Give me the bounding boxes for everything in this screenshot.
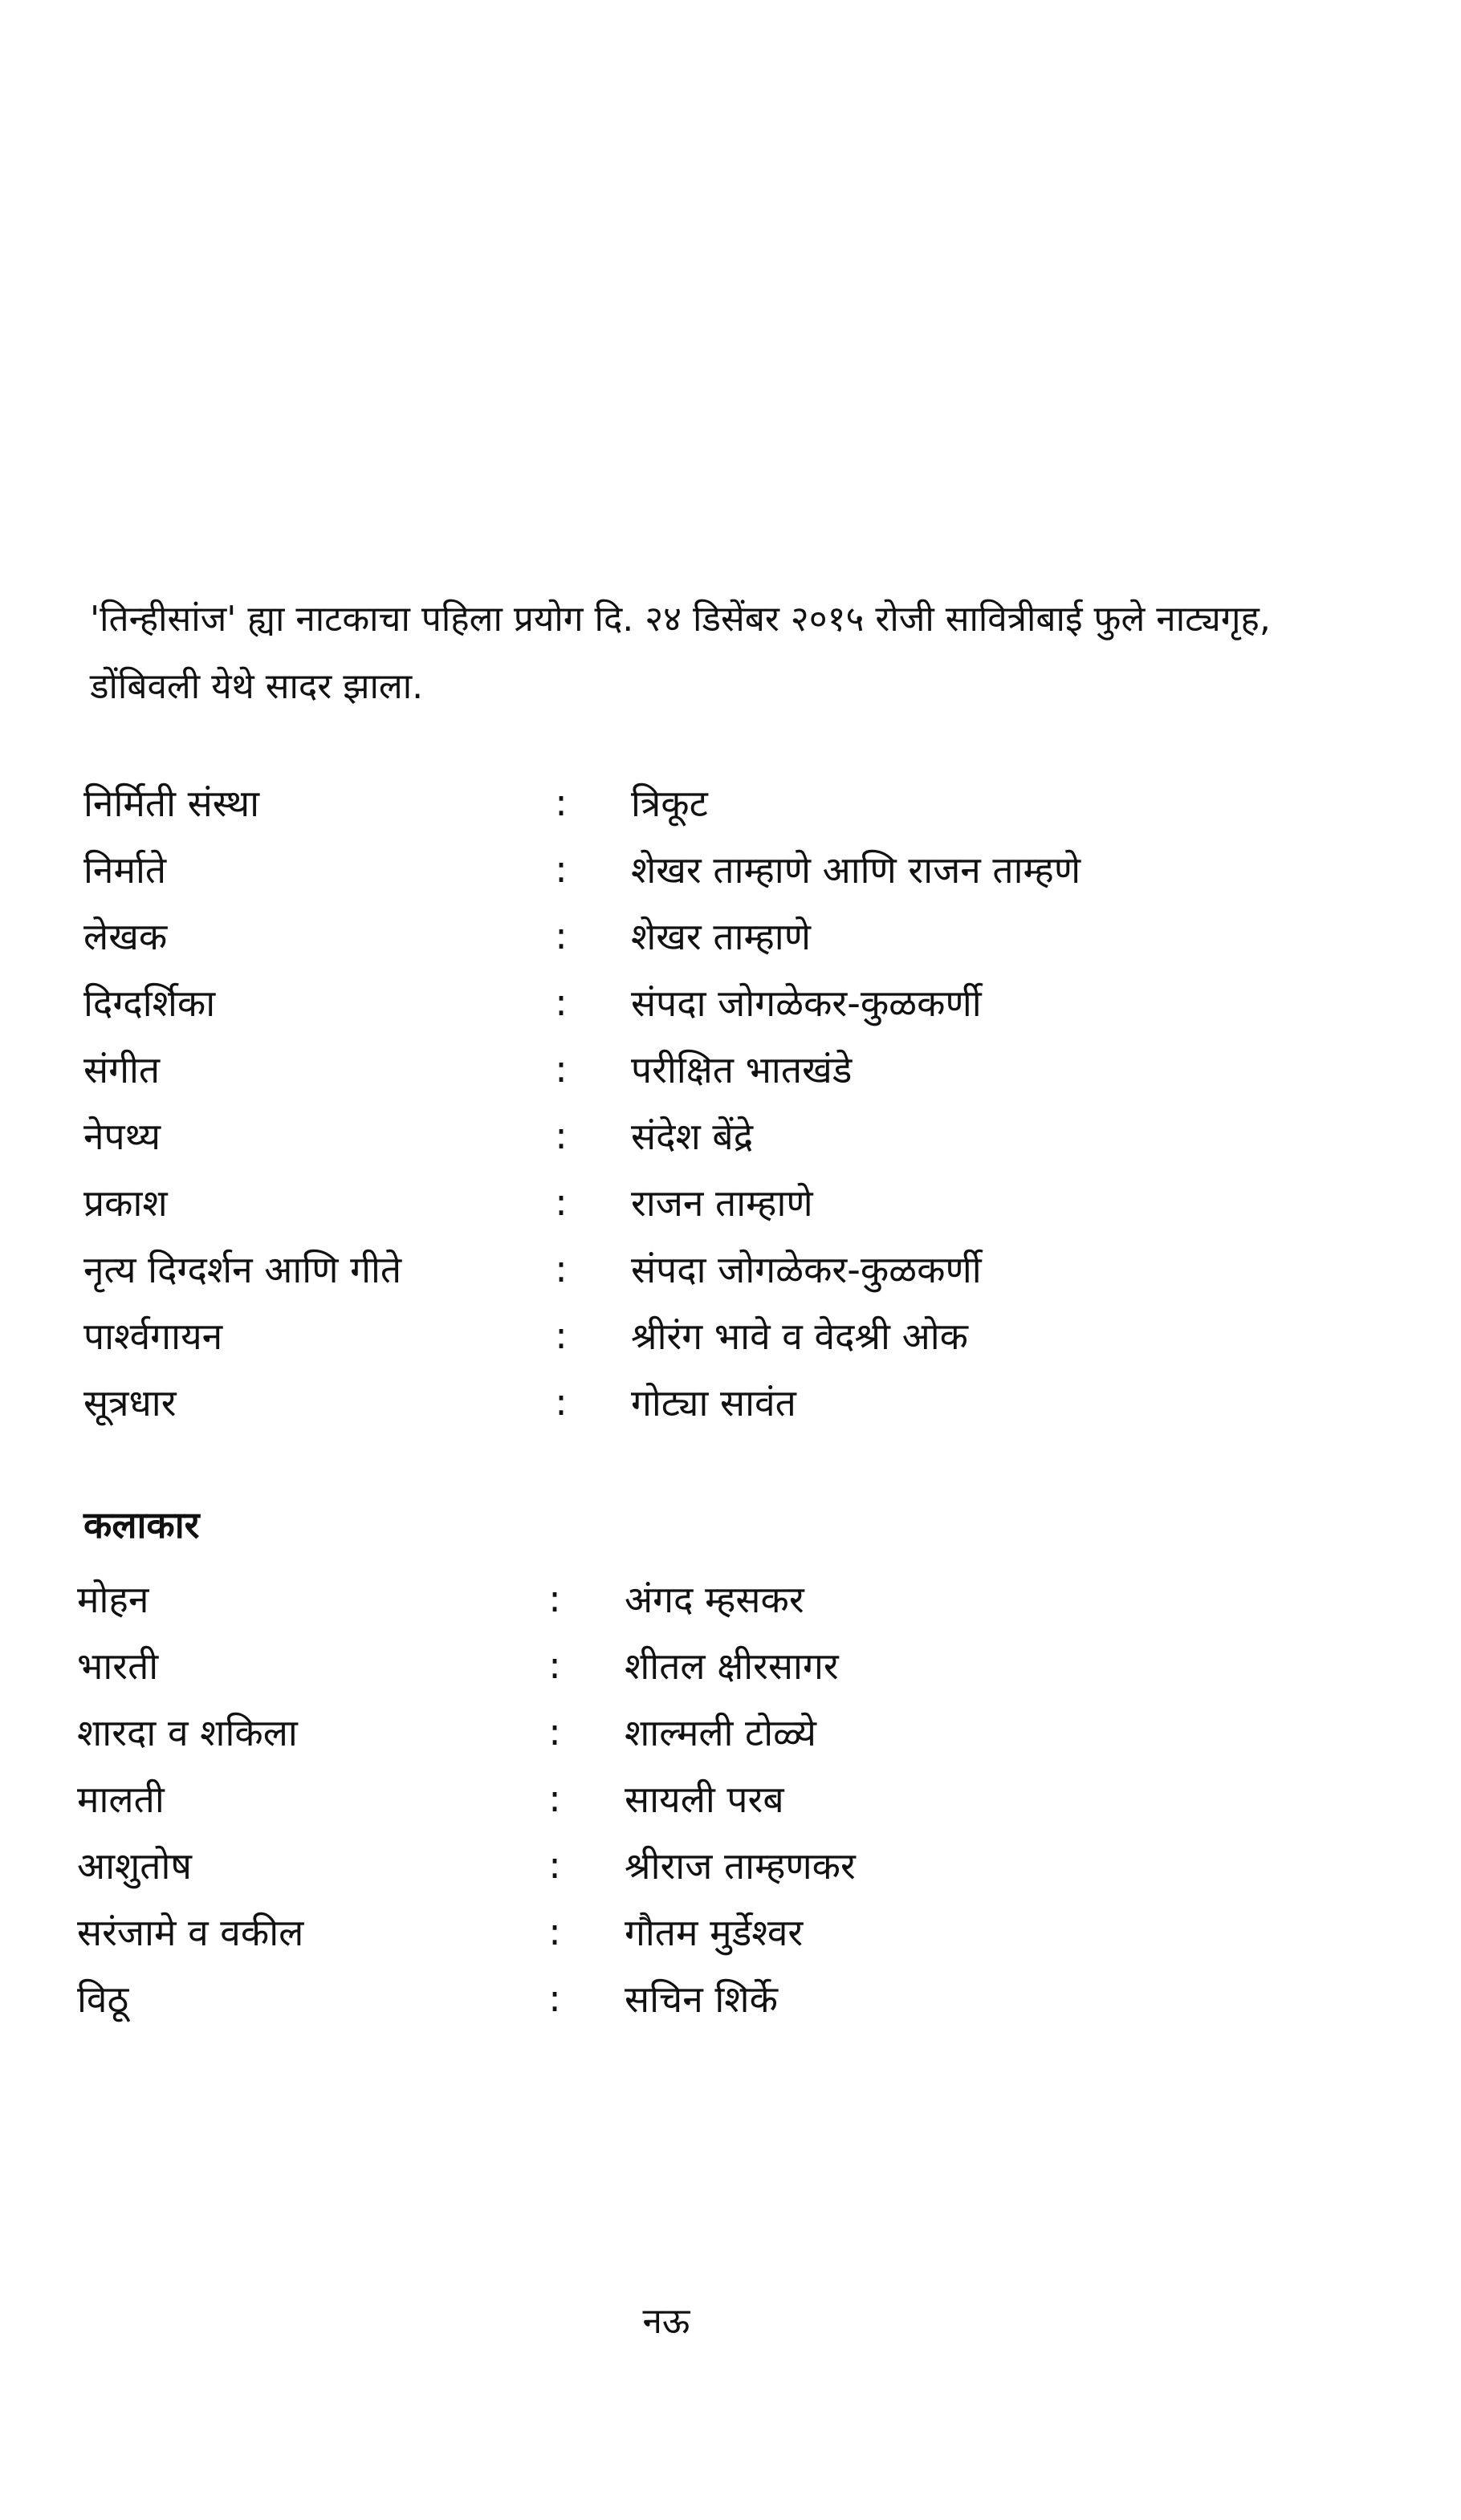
separator: : xyxy=(548,1709,561,1754)
credit-role: दिग्दर्शिका xyxy=(83,981,216,1025)
separator: : xyxy=(555,1380,568,1424)
separator: : xyxy=(548,1643,561,1687)
separator: : xyxy=(548,1843,561,1887)
cast-row xyxy=(77,1765,1281,1831)
cast-row xyxy=(77,1965,1281,2031)
separator: : xyxy=(555,847,568,891)
credit-name: शेखर ताम्हाणे आणि राजन ताम्हणे xyxy=(631,847,1081,892)
cast-row xyxy=(77,1898,1281,1965)
credit-row xyxy=(83,969,1288,1035)
character-name: आशुतोष xyxy=(77,1843,193,1888)
actor-name: सायली परब xyxy=(625,1777,784,1821)
credit-row xyxy=(83,1368,1288,1435)
actor-name: अंगद म्हसकर xyxy=(625,1577,804,1621)
premiere-note: 'तिन्हीसांज' ह्या नाटकाचा पहिला प्रयोग दि. २४ डिसेंबर २०१५ रोजी सावित्रीबाई फुले नाट्यगृह, डोंबिवली येथे सादर झाला. xyxy=(90,599,1271,707)
credit-row xyxy=(83,769,1288,835)
credit-row xyxy=(83,1102,1288,1169)
credit-role: निर्मिती संस्था xyxy=(83,781,260,825)
credit-role: प्रकाश xyxy=(83,1181,168,1225)
credit-row xyxy=(83,835,1288,902)
credit-name: राजन ताम्हाणे xyxy=(631,1181,813,1225)
credit-name: संपदा जोगळेकर-कुळकर्णी xyxy=(631,981,982,1025)
credit-role: निर्माते xyxy=(83,847,167,892)
credit-row xyxy=(83,1169,1288,1235)
cast-row xyxy=(77,1831,1281,1898)
character-name: भारती xyxy=(77,1644,159,1688)
cast-row xyxy=(77,1565,1281,1632)
credit-name: शेखर ताम्हाणे xyxy=(631,914,811,958)
actor-name: गौतम मुर्डेश्वर xyxy=(625,1910,804,1954)
credits-list xyxy=(83,769,1288,1435)
cast-list xyxy=(77,1565,1281,2031)
page-number: नऊ xyxy=(642,2301,690,2342)
character-name: शारदा व शकिला xyxy=(77,1710,298,1754)
character-name: विठू xyxy=(77,1977,129,2021)
credit-name: त्रिकूट xyxy=(631,781,708,825)
credit-role: पार्श्वगायन xyxy=(83,1314,223,1358)
separator: : xyxy=(555,1047,568,1091)
separator: : xyxy=(555,1180,568,1224)
credit-row xyxy=(83,1035,1288,1102)
credit-name: संपदा जोगळेकर-कुळकर्णी xyxy=(631,1247,982,1291)
credit-name: संदेश बेंद्रे xyxy=(631,1114,754,1158)
credit-role: लेखक xyxy=(83,914,168,958)
credit-role: नृत्य दिग्दर्शन आणि गीते xyxy=(83,1247,402,1291)
separator: : xyxy=(555,980,568,1024)
separator: : xyxy=(548,1909,561,1953)
character-name: मालती xyxy=(77,1777,165,1821)
credit-name: श्रीरंग भावे व वेदश्री ओक xyxy=(631,1314,968,1358)
credit-role: संगीत xyxy=(83,1047,161,1091)
actor-name: सचिन शिर्के xyxy=(625,1977,778,2021)
credit-role: सूत्रधार xyxy=(83,1380,177,1425)
separator: : xyxy=(555,1246,568,1290)
credit-name: परीक्षित भातखंडे xyxy=(631,1047,853,1091)
cast-row xyxy=(77,1698,1281,1765)
credit-row xyxy=(83,1302,1288,1368)
separator: : xyxy=(548,1976,561,2020)
actor-name: शाल्मली टोळ्ये xyxy=(625,1710,816,1754)
separator: : xyxy=(555,780,568,824)
actor-name: शीतल क्षीरसागर xyxy=(625,1644,839,1688)
cast-row xyxy=(77,1632,1281,1698)
separator: : xyxy=(555,1113,568,1157)
separator: : xyxy=(555,1313,568,1357)
actor-name: श्रीराज ताम्हणकर xyxy=(625,1843,856,1888)
character-name: मोहन xyxy=(77,1577,149,1621)
credit-row xyxy=(83,902,1288,969)
separator: : xyxy=(548,1776,561,1820)
separator: : xyxy=(548,1576,561,1620)
cast-heading: कलाकार xyxy=(83,1503,200,1547)
separator: : xyxy=(555,913,568,957)
credit-role: नेपथ्य xyxy=(83,1114,161,1158)
character-name: सरंजामे व वकील xyxy=(77,1910,304,1954)
credit-row xyxy=(83,1235,1288,1302)
credit-name: गोट्या सावंत xyxy=(631,1380,796,1425)
